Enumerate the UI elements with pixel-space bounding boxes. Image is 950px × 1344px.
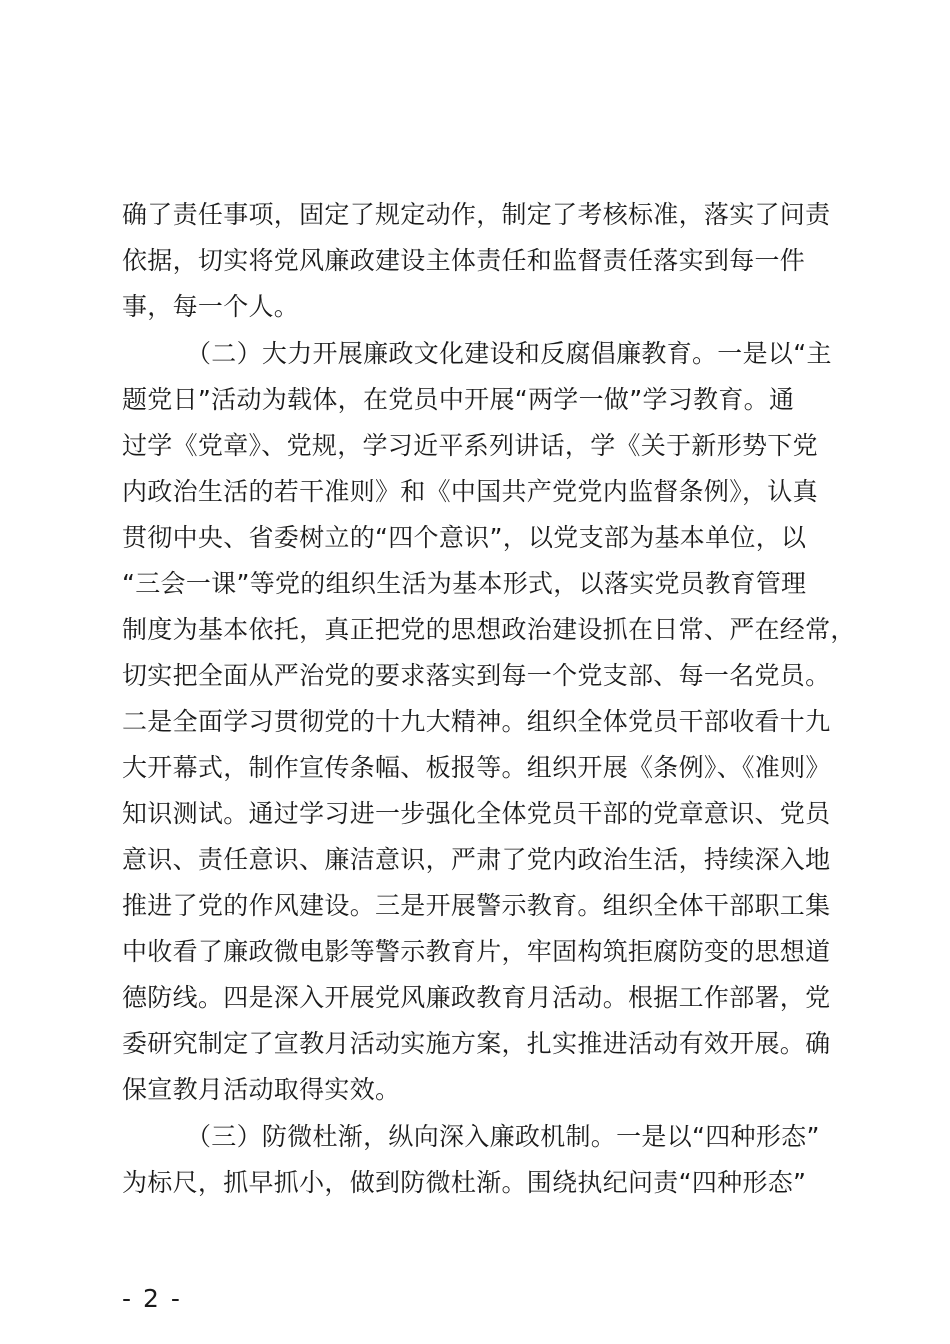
text-line: 为标尺，抓早抓小，做到防微杜渐。围绕执纪问责“四种形态” (122, 1168, 807, 1197)
section-heading-line: （三）防微杜渐，纵向深入廉政机制。一是以“四种形态” (186, 1122, 820, 1151)
text-line: 知识测试。通过学习进一步强化全体党员干部的党章意识、党员 (122, 799, 831, 828)
text-line: 内政治生活的若干准则》和《中国共产党党内监督条例》，认真 (122, 477, 818, 506)
text-line: 题党日”活动为载体，在党员中开展“两学一做”学习教育。通 (122, 385, 795, 414)
text-line: 过学《党章》、党规，学习近平系列讲话，学《关于新形势下党 (122, 431, 818, 460)
text-line: 制度为基本依托，真正把党的思想政治建设抓在日常、严在经常， (122, 615, 856, 644)
text-line: 中收看了廉政微电影等警示教育片，牢固构筑拒腐防变的思想道 (122, 937, 831, 966)
text-line: 保宣教月活动取得实效。 (122, 1075, 401, 1104)
text-line: 德防线。四是深入开展党风廉政教育月活动。根据工作部署，党 (122, 983, 831, 1012)
section-heading-line: （二）大力开展廉政文化建设和反腐倡廉教育。一是以“主 (186, 339, 832, 368)
text-line: 大开幕式，制作宣传条幅、板报等。组织开展《条例》、《准则》 (122, 753, 831, 782)
text-line: 贯彻中央、省委树立的“四个意识”，以党支部为基本单位，以 (122, 523, 807, 552)
text-line: 事，每一个人。 (122, 292, 300, 321)
text-line: 委研究制定了宣教月活动实施方案，扎实推进活动有效开展。确 (122, 1029, 831, 1058)
text-line: “三会一课”等党的组织生活为基本形式，以落实党员教育管理 (122, 569, 807, 598)
text-line: 二是全面学习贯彻党的十九大精神。组织全体党员干部收看十九 (122, 707, 831, 736)
text-line: 依据，切实将党风廉政建设主体责任和监督责任落实到每一件 (122, 246, 806, 275)
text-line: 意识、责任意识、廉洁意识，严肃了党内政治生活，持续深入地 (122, 845, 831, 874)
text-line: 切实把全面从严治党的要求落实到每一个党支部、每一名党员。 (122, 661, 831, 690)
text-line: 推进了党的作风建设。三是开展警示教育。组织全体干部职工集 (122, 891, 831, 920)
page-number: - 2 - (122, 1284, 182, 1313)
text-line: 确了责任事项，固定了规定动作，制定了考核标准，落实了问责 (122, 200, 831, 229)
